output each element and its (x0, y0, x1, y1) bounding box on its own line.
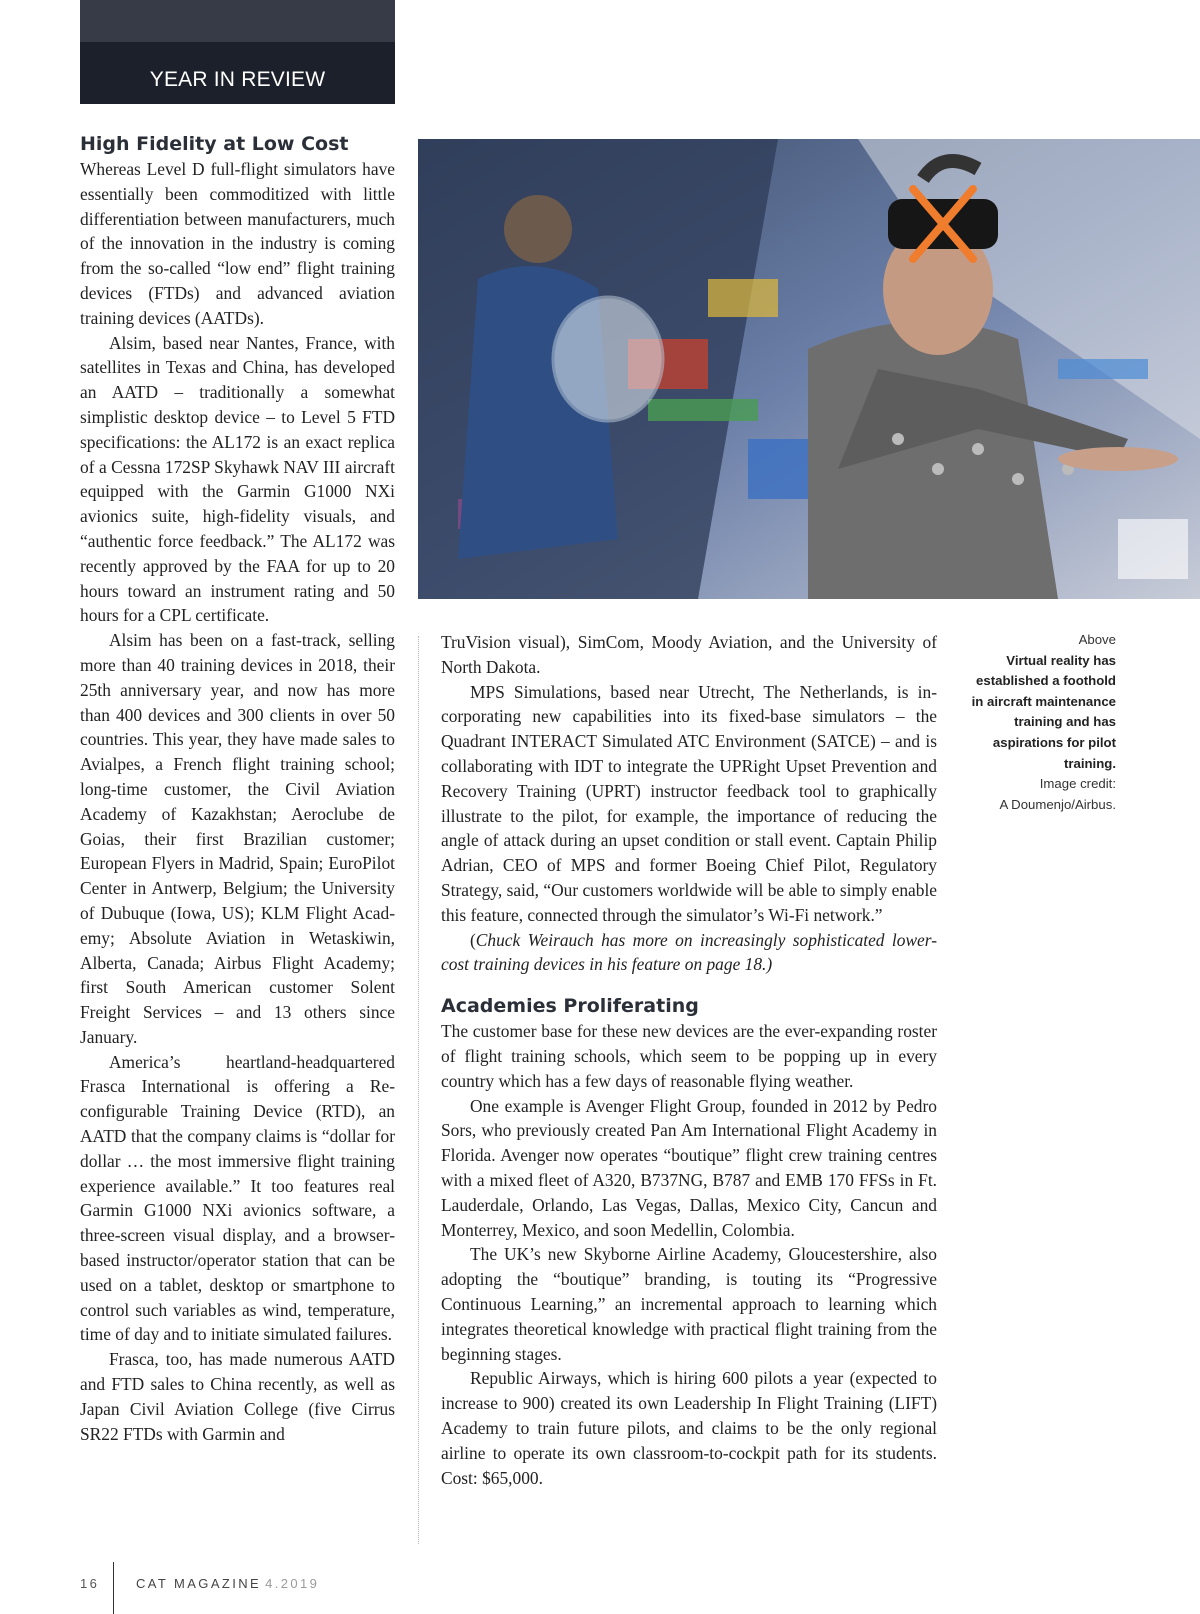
paragraph: Republic Airways, which is hiring 600 pilots a year (expected to increase to 900) created its own Leadership In Flight Training (LIFT) Academy to train future pilots, and claims to be the only regional airline to operate its own classroom-to-cockpit path for its students. Cost: $65,000. (441, 1368, 937, 1488)
article-column-right (441, 630, 937, 1490)
caption-credit: A Doumenjo/Airbus. (999, 796, 1116, 812)
paragraph: The customer base for these new devices are the ever-expanding roster of flight training schools, which seem to be popping up in every country which has a few days of reasonable flying weather. (441, 1021, 937, 1091)
caption-credit-label: Image credit: (1039, 776, 1116, 792)
article-column-left (80, 131, 395, 1446)
magazine-title (136, 1576, 319, 1591)
section-label: YEAR IN REVIEW (149, 68, 326, 91)
magazine-name: CAT MAGAZINE (136, 1576, 262, 1591)
paragraph: TruVision visual), SimCom, Moody Aviation, and the University of North Dakota. (441, 632, 937, 677)
caption-label: Above (1078, 632, 1116, 647)
footer-divider (113, 1562, 114, 1614)
caption-text: Virtual reality has established a foothold in aircraft maintenance training and has aspirations for pilot training. (971, 652, 1116, 771)
section-banner (80, 0, 395, 104)
page-footer (80, 1562, 480, 1614)
paragraph: Alsim has been on a fast-track, selling more than 40 training devices in 2018, their 25th anniversary year, and now has more than 400 devices and 300 clients in over 50 countries. This year, they have made sales to Avialpes, a French flight training school; long-time customer, the Civil Aviation Academy of Kazakhstan; Aeroclube de Goias, their first Brazilian customer; European Flyers in Madrid, Spain; EuroPilot Center in Antwerp, Belgium; the University of Dubuque (Iowa, US); KLM Flight Academy; Absolute Aviation in Wetaskiwin, Alberta, Canada; Airbus Flight Academy; first South American customer Solent Freight Services – and 13 others since January. (80, 630, 395, 1047)
paragraph: America’s heartland-headquartered Frasca International is offering a Reconfigurable Training Device (RTD), an AATD that the company claims is “dollar for dollar … the most immersive flight training experience available.” It too features real Garmin G1000 NXi avionics software, a three-screen visual display, and a browser-based instructor/operator station that can be used on a tablet, desktop or smartphone to control such variables as wind, temperature, time of day and to initiate simulated failures. (80, 1051, 395, 1345)
paragraph: One example is Avenger Flight Group, founded in 2012 by Pedro Sors, who previously created Pan Am International Flight Academy in Florida. Avenger now operates “boutique” flight crew training centres with a mixed fleet of A320, B737NG, B787 and EMB 170 FFSs in Ft. Lauderdale, Orlando, Las Vegas, Dallas, Mexico City, Cancun and Monterrey, Mexico, and soon Medellin, Colombia. (441, 1095, 937, 1240)
column-divider (418, 636, 419, 1544)
vr-training-photo (418, 139, 1200, 599)
paragraph: Frasca, too, has made numerous AATD and FTD sales to China recently, as well as Japan Civil Aviation College (five Cirrus SR22 FTDs with Garmin and (80, 1349, 395, 1444)
photo-caption (964, 630, 1116, 815)
paragraph: The UK’s new Skyborne Airline Academy, Gloucestershire, also adopting the “boutique” branding, is touting its “Progressive Continuous Learning,” an incremental approach to learning which integrates theoretical knowledge with practical flight training from the beginning stages. (441, 1244, 937, 1364)
editor-note (441, 928, 937, 978)
page-number: 16 (80, 1576, 100, 1591)
note-text: Chuck Weirauch has more on increasingly sophisticated lower-cost training devices in his feature on page 18.) (441, 929, 937, 975)
paragraph: Whereas Level D full-flight simulators have essentially been commoditized with little differentiation between manufacturers, much of the innovation in the industry is coming from the so-called “low end” flight training devices (FTDs) and advanced aviation training devices (AATDs). (80, 159, 395, 328)
paragraph: Alsim, based near Nantes, France, with satellites in Texas and China, has developed an AATD – traditionally a somewhat simplistic desktop device – to Level 5 FTD specifications: the AL172 is an exact replica of a Cessna 172SP Skyhawk NAV III aircraft equipped with the Garmin G1000 NXi avionics suite, high-fidelity visuals, and “authentic force feedback.” The AL172 was recently approved by the FAA for up to 20 hours toward an instrument rating and 50 hours for a CPL certificate. (80, 332, 395, 626)
issue-number: 4.2019 (265, 1576, 320, 1591)
subheading-academies: Academies Proliferating (441, 995, 699, 1018)
subheading-high-fidelity: High Fidelity at Low Cost (80, 133, 349, 155)
note-open-paren: ( (470, 929, 476, 950)
paragraph: MPS Simulations, based near Utrecht, The Netherlands, is incorporating new capabilities into its fixed-base simulators – the Quadrant INTERACT Simulated ATC Environment (SATCE) – and is collaborating with IDT to integrate the UPRight Upset Prevention and Recovery Training (UPRT) instructor feedback tool to graphically illustrate to the pilot, for example, the importance of reducing the angle of attack during an upset condition or stall event. Captain Philip Adrian, CEO of MPS and former Boeing Chief Pilot, Regulatory Strategy, said, “Our customers worldwide will be able to simply enable this feature, connected through the simulator’s Wi-Fi network.” (441, 681, 937, 925)
banner-top-band (80, 0, 395, 42)
